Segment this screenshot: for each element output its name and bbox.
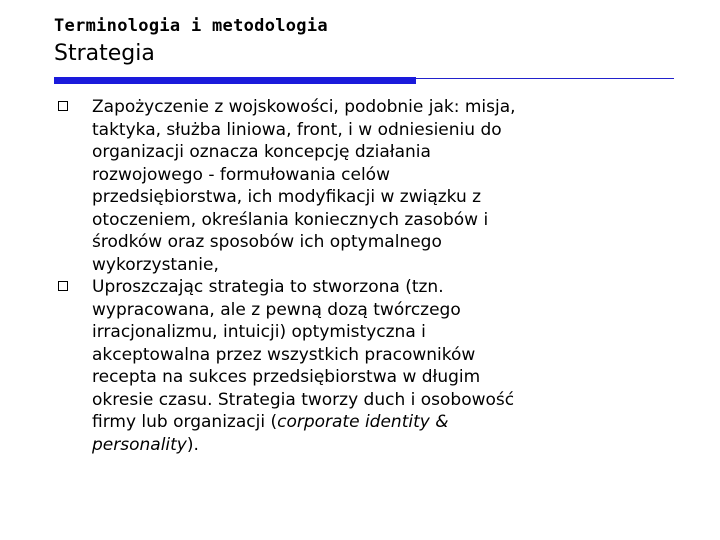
bullet-line: organizacji oznacza koncepcję działania: [92, 142, 431, 162]
bullet-line: taktyka, służba liniowa, front, i w odniesieniu do: [92, 119, 502, 140]
title-divider-thin-segment: [416, 78, 674, 79]
bullet-item-simplified: [56, 276, 646, 456]
bullet-item-definition: [56, 96, 646, 276]
bullet-line: recepta na sukces przedsiębiorstwa w długim: [92, 367, 481, 387]
section-title: Terminologia i metodologia: [54, 16, 328, 36]
bullet-line: irracjonalizmu, intuicji) optymistyczna i: [92, 322, 426, 342]
bullet-line: akceptowalna przez wszystkich pracowników: [92, 344, 476, 365]
title-divider: [54, 76, 674, 86]
bullet-text-segment: firmy lub organizacji (: [92, 412, 278, 432]
bullet-line: okresie czasu. Strategia tworzy duch i osobowość: [92, 389, 515, 410]
bullet-text-segment: ).: [186, 434, 199, 455]
bullet-line: otoczeniem, określania koniecznych zasobów i: [92, 209, 489, 230]
bullet-line: przedsiębiorstwa, ich modyfikacji w związku z: [92, 187, 482, 207]
slide-header: [54, 15, 674, 69]
bullet-line: środków oraz sposobów ich optymalnego: [92, 232, 442, 252]
italic-term-personality: personality: [92, 434, 187, 455]
bullet-line: rozwojowego - formułowania celów: [92, 164, 390, 185]
bullet-line: Zapożyczenie z wojskowości, podobnie jak: misja,: [92, 97, 516, 117]
bullet-line-mixed: [92, 411, 646, 434]
hollow-square-bullet-icon: [58, 281, 68, 291]
bullet-line: wykorzystanie,: [92, 254, 219, 275]
bullet-line-mixed: [92, 434, 646, 457]
hollow-square-bullet-icon: [58, 101, 68, 111]
bullet-list: [56, 96, 646, 456]
bullet-line: wypracowana, ale z pewną dozą twórczego: [92, 299, 461, 320]
title-divider-thick-segment: [54, 77, 416, 84]
slide-title: Strategia: [54, 41, 155, 66]
italic-term-corporate-identity: corporate identity &: [277, 412, 449, 432]
bullet-line: Uproszczając strategia to stworzona (tzn.: [92, 277, 444, 297]
